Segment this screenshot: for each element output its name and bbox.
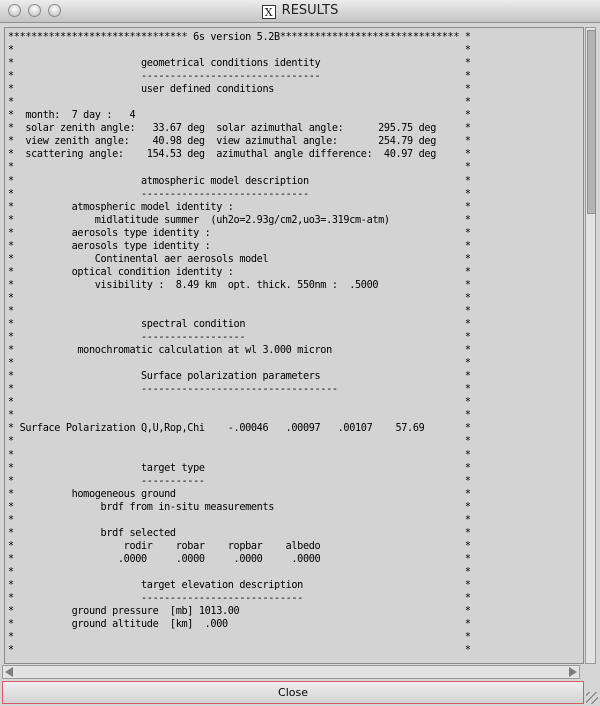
resize-grip-icon[interactable] [586,692,598,704]
window-title: RESULTS [281,3,339,18]
report-line: * geometrical conditions identity * [8,58,471,70]
report-line: * * [8,645,471,657]
report-line: * optical condition identity : * [8,266,471,278]
report-line: ******************************* 6s version 5.2B******************************* * [8,32,471,43]
report-line: * .0000 .0000 .0000 .0000 * [8,553,471,565]
report-line: * target type * [8,462,471,474]
results-text [8,31,471,657]
vertical-scrollbar-thumb[interactable] [587,30,596,214]
report-line: * brdf selected * [8,527,471,539]
report-line: * solar zenith angle: 33.67 deg solar azimuthal angle: 295.75 deg * [8,123,471,135]
report-line: * monochromatic calculation at wl 3.000 micron * [8,345,471,357]
report-line: * spectral condition * [8,319,471,331]
report-line: * * [8,410,471,422]
report-line: * atmospheric model description * [8,175,471,187]
report-line: * visibility : 8.49 km opt. thick. 550nm : .5000 * [8,279,471,291]
report-line: * ----------- * [8,475,471,487]
report-line: * aerosols type identity : * [8,240,471,252]
report-line: * ------------------ * [8,332,471,344]
report-line: * * [8,566,471,578]
report-line: * user defined conditions * [8,84,471,96]
report-line: * month: 7 day : 4 * [8,110,471,122]
report-line: * * [8,514,471,526]
report-line: * ground pressure [mb] 1013.00 * [8,606,471,618]
horizontal-scrollbar[interactable] [2,665,580,679]
report-line: * ----------------------------- * [8,188,471,200]
report-line: * brdf from in-situ measurements * [8,501,471,513]
report-line: * * [8,358,471,370]
x11-icon: X [262,5,276,19]
report-line: * * [8,292,471,304]
report-line: * aerosols type identity : * [8,227,471,239]
report-line: * Continental aer aerosols model * [8,253,471,265]
report-line: * view zenith angle: 40.98 deg view azimuthal angle: 254.79 deg * [8,136,471,148]
close-button[interactable]: Close [2,681,584,704]
report-line: * * [8,632,471,644]
report-line: * ground altitude [km] .000 * [8,619,471,631]
report-line: * Surface Polarization Q,U,Rop,Chi -.00046 .00097 .00107 57.69 * [8,423,471,435]
report-line: * * [8,97,471,109]
report-line: * * [8,305,471,317]
report-line: * * [8,449,471,461]
report-line: * * [8,162,471,174]
report-line: * atmospheric model identity : * [8,201,471,213]
results-text-area[interactable] [4,27,584,664]
report-line: * ---------------------------------- * [8,384,471,396]
report-line: * rodir robar ropbar albedo * [8,540,471,552]
report-line: * * [8,436,471,448]
window-titlebar[interactable] [0,0,600,23]
vertical-scrollbar[interactable] [585,27,596,664]
scroll-right-arrow-icon[interactable] [569,667,577,677]
report-line: * ---------------------------- * [8,593,471,605]
report-line: * * [8,45,471,57]
report-line: * midlatitude summer (uh2o=2.93g/cm2,uo3=.319cm-atm) * [8,214,471,226]
report-line: * * [8,397,471,409]
report-line: * homogeneous ground * [8,488,471,500]
window-title-container [0,3,600,19]
scroll-left-arrow-icon[interactable] [5,667,13,677]
report-line: * Surface polarization parameters * [8,371,471,383]
report-line: * ------------------------------- * [8,71,471,83]
report-line: * target elevation description * [8,579,471,591]
report-line: * scattering angle: 154.53 deg azimuthal angle difference: 40.97 deg * [8,149,471,161]
